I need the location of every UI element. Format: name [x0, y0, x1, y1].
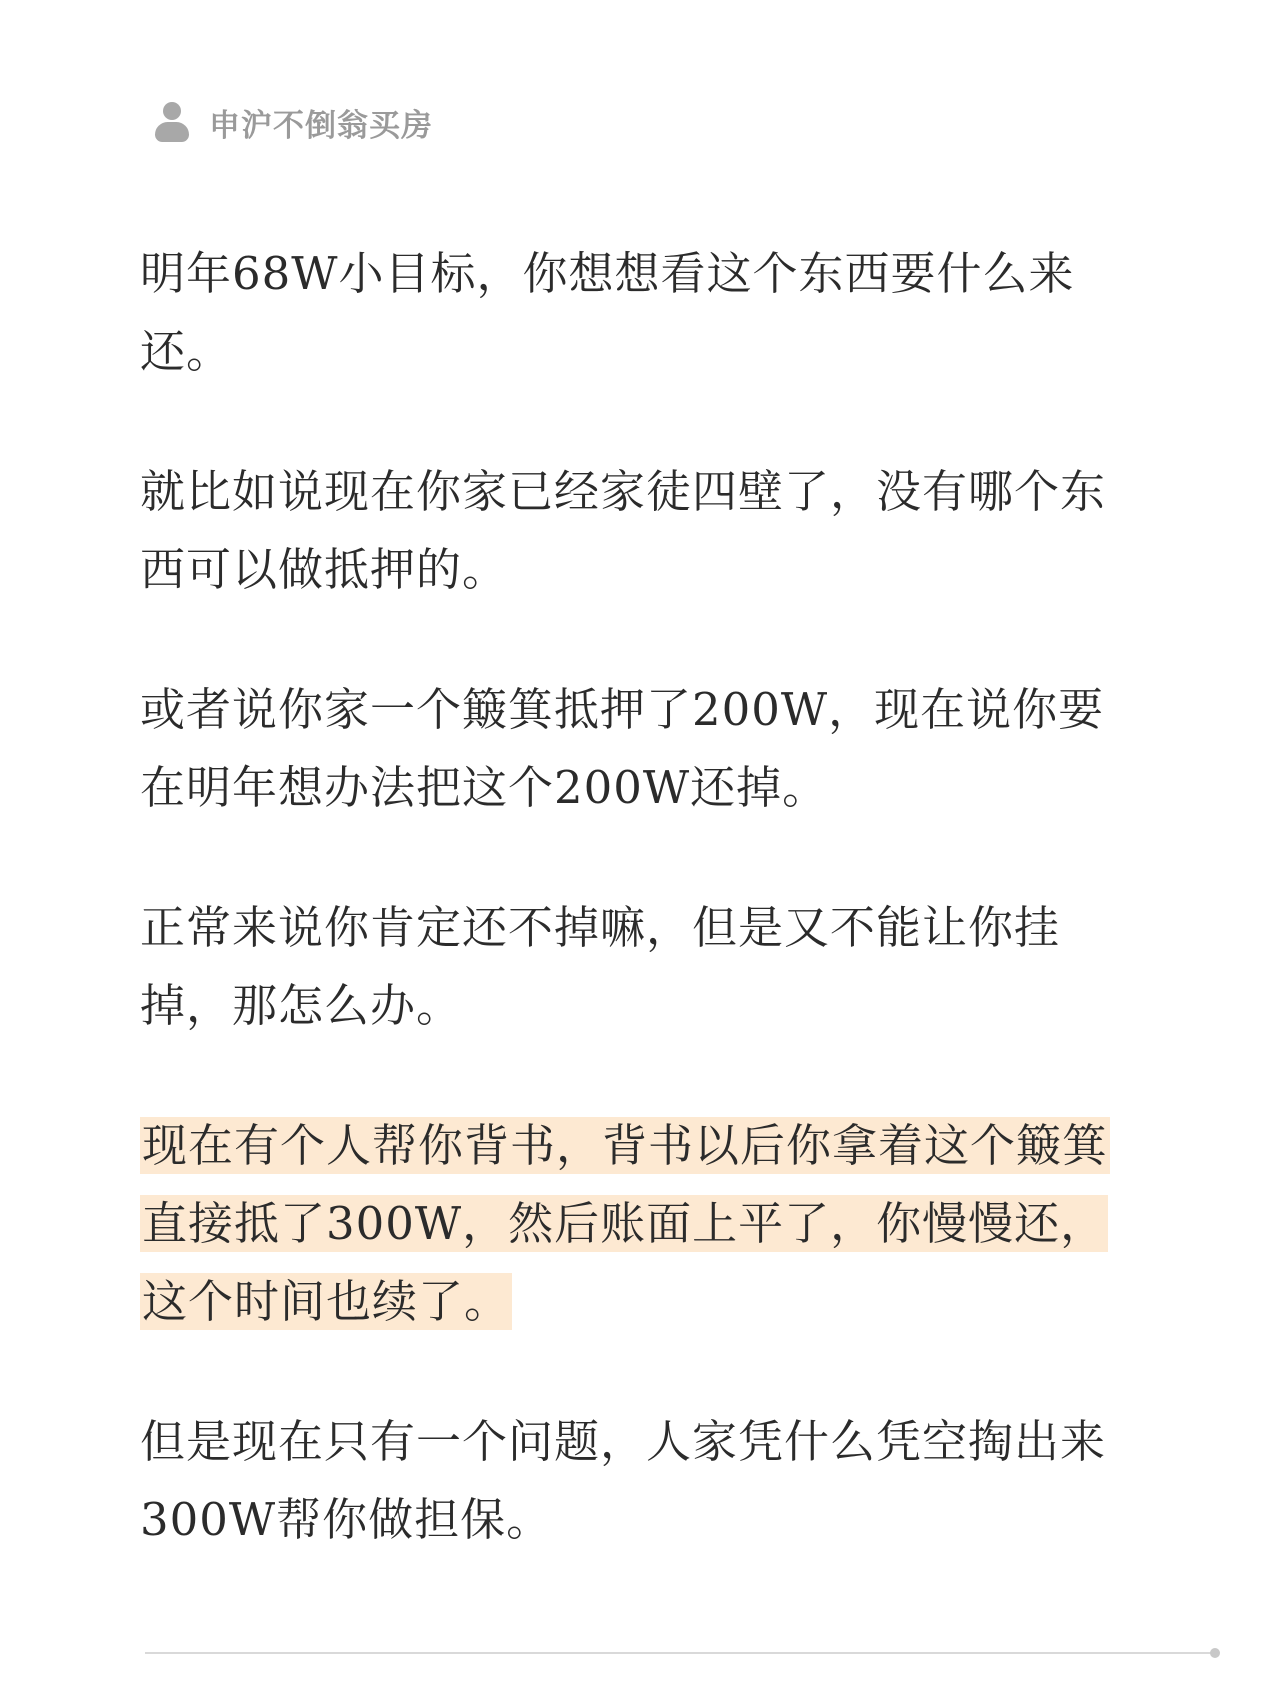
- divider: [145, 1652, 1213, 1654]
- paragraph: 明年68W小目标，你想想看这个东西要什么来还。: [140, 247, 1075, 378]
- paragraph: 就比如说现在你家已经家徒四壁了，没有哪个东西可以做抵押的。: [140, 465, 1107, 596]
- paragraph: 或者说你家一个簸箕抵押了200W，现在说你要在明年想办法把这个200W还掉。: [140, 683, 1105, 814]
- user-icon: [155, 102, 189, 142]
- article-body: [140, 235, 1150, 1621]
- paragraph: 但是现在只有一个问题，人家凭什么凭空掏出来300W帮你做担保。: [140, 1415, 1107, 1546]
- divider-dot: [1210, 1648, 1220, 1658]
- highlight-text: 现在有个人帮你背书，背书以后你拿着这个簸箕直接抵了300W，然后账面上平了，你慢慢还，这个时间也续了。: [142, 1119, 1109, 1328]
- author-header: [155, 100, 433, 144]
- paragraph: 正常来说你肯定还不掉嘛，但是又不能让你挂掉，那怎么办。: [140, 901, 1061, 1032]
- highlighted-paragraph: [140, 1107, 1150, 1341]
- author-name: 申沪不倒翁买房: [209, 107, 433, 144]
